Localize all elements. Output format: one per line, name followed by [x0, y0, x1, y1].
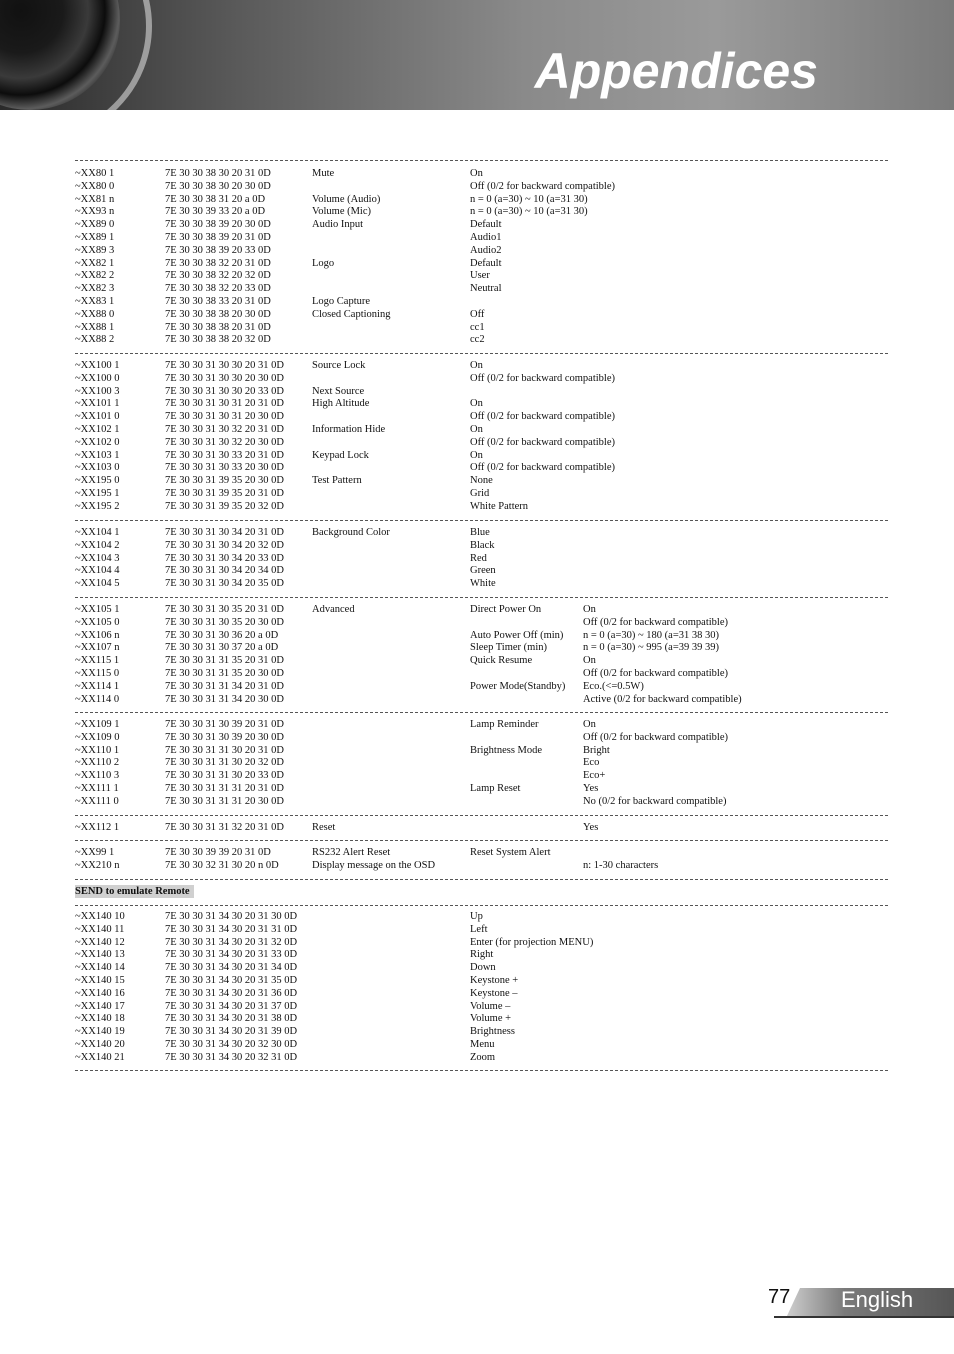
setting-cell: Volume –	[470, 1001, 511, 1012]
hex-code-cell: 7E 30 30 31 30 34 20 33 0D	[165, 553, 284, 564]
hex-code-cell: 7E 30 30 38 38 20 32 0D	[165, 334, 271, 345]
command-cell: ~XX103 0	[75, 462, 120, 473]
function-cell: Closed Captioning	[312, 309, 391, 320]
function-cell: RS232 Alert Reset	[312, 847, 391, 858]
setting-cell: Off (0/2 for backward compatible)	[470, 462, 616, 473]
table-row	[0, 795, 954, 808]
table-row	[0, 205, 954, 218]
setting-cell: Audio1	[470, 232, 502, 243]
dashed-divider	[75, 712, 888, 713]
table-row	[0, 641, 954, 654]
table-row	[0, 474, 954, 487]
command-cell: ~XX100 0	[75, 373, 120, 384]
value-cell: Bright	[583, 745, 610, 756]
setting-cell: Sleep Timer (min)	[470, 642, 548, 653]
setting-cell: Left	[470, 924, 488, 935]
value-cell: Off (0/2 for backward compatible)	[583, 617, 729, 628]
table-row	[0, 987, 954, 1000]
hex-code-cell: 7E 30 30 38 38 20 30 0D	[165, 309, 271, 320]
table-row	[0, 1051, 954, 1064]
command-cell: ~XX195 2	[75, 501, 120, 512]
command-cell: ~XX101 0	[75, 411, 120, 422]
hex-code-cell: 7E 30 30 38 39 20 33 0D	[165, 245, 271, 256]
setting-cell: On	[470, 168, 483, 179]
table-row	[0, 244, 954, 257]
command-cell: ~XX140 12	[75, 937, 125, 948]
hex-code-cell: 7E 30 30 31 31 32 20 31 0D	[165, 822, 284, 833]
setting-cell: cc2	[470, 334, 485, 345]
hex-code-cell: 7E 30 30 31 30 31 20 30 0D	[165, 411, 284, 422]
command-cell: ~XX195 0	[75, 475, 120, 486]
footer-underline	[774, 1316, 954, 1318]
dashed-divider	[75, 840, 888, 841]
command-cell: ~XX195 1	[75, 488, 120, 499]
setting-cell: Default	[470, 219, 502, 230]
command-cell: ~XX89 0	[75, 219, 115, 230]
table-row	[0, 282, 954, 295]
command-cell: ~XX83 1	[75, 296, 115, 307]
value-cell: On	[583, 655, 596, 666]
value-cell: n: 1-30 characters	[583, 860, 659, 871]
setting-cell: On	[470, 398, 483, 409]
value-cell: Off (0/2 for backward compatible)	[583, 732, 729, 743]
dashed-divider	[75, 160, 888, 161]
command-cell: ~XX82 3	[75, 283, 115, 294]
setting-cell: Power Mode(Standby)	[470, 681, 566, 692]
command-cell: ~XX104 2	[75, 540, 120, 551]
function-cell: Keypad Lock	[312, 450, 369, 461]
value-cell: Yes	[583, 822, 599, 833]
command-cell: ~XX104 1	[75, 527, 120, 538]
hex-code-cell: 7E 30 30 31 31 34 20 31 0D	[165, 681, 284, 692]
setting-cell: On	[470, 450, 483, 461]
command-cell: ~XX93 n	[75, 206, 115, 217]
command-cell: ~XX111 1	[75, 783, 119, 794]
setting-cell: Grid	[470, 488, 490, 499]
hex-code-cell: 7E 30 30 31 30 33 20 31 0D	[165, 450, 284, 461]
send-section-label: SEND to emulate Remote	[75, 885, 194, 898]
command-cell: ~XX107 n	[75, 642, 120, 653]
table-row	[0, 974, 954, 987]
hex-code-cell: 7E 30 30 38 30 20 31 0D	[165, 168, 271, 179]
command-cell: ~XX110 1	[75, 745, 120, 756]
value-cell: Off (0/2 for backward compatible)	[583, 668, 729, 679]
function-cell: Display message on the OSD	[312, 860, 436, 871]
table-row	[0, 564, 954, 577]
hex-code-cell: 7E 30 30 31 31 31 20 31 0D	[165, 783, 284, 794]
setting-cell: Off (0/2 for backward compatible)	[470, 181, 616, 192]
command-cell: ~XX102 0	[75, 437, 120, 448]
function-cell: Logo Capture	[312, 296, 371, 307]
setting-cell: Keystone –	[470, 988, 518, 999]
dashed-divider	[75, 905, 888, 906]
setting-cell: Reset System Alert	[470, 847, 551, 858]
hex-code-cell: 7E 30 30 31 30 34 20 35 0D	[165, 578, 284, 589]
command-cell: ~XX104 5	[75, 578, 120, 589]
value-cell: n = 0 (a=30) ~ 180 (a=31 38 30)	[583, 630, 720, 641]
setting-cell: Brightness	[470, 1026, 515, 1037]
hex-code-cell: 7E 30 30 31 30 35 20 30 0D	[165, 617, 284, 628]
command-cell: ~XX111 0	[75, 796, 119, 807]
table-row	[0, 910, 954, 923]
hex-code-cell: 7E 30 30 38 32 20 32 0D	[165, 270, 271, 281]
hex-code-cell: 7E 30 30 38 39 20 30 0D	[165, 219, 271, 230]
hex-code-cell: 7E 30 30 38 32 20 31 0D	[165, 258, 271, 269]
hex-code-cell: 7E 30 30 31 31 30 20 32 0D	[165, 757, 284, 768]
table-row	[0, 923, 954, 936]
hex-code-cell: 7E 30 30 32 31 30 20 n 0D	[165, 860, 279, 871]
table-row	[0, 423, 954, 436]
value-cell: Yes	[583, 783, 599, 794]
hex-code-cell: 7E 30 30 31 30 31 20 31 0D	[165, 398, 284, 409]
value-cell: Eco.(<=0.5W)	[583, 681, 644, 692]
command-cell: ~XX140 19	[75, 1026, 125, 1037]
setting-cell: Off (0/2 for backward compatible)	[470, 411, 616, 422]
value-cell: On	[583, 719, 596, 730]
setting-cell: Audio2	[470, 245, 502, 256]
setting-cell: Keystone +	[470, 975, 519, 986]
dashed-divider	[75, 353, 888, 354]
table-row	[0, 961, 954, 974]
table-row	[0, 436, 954, 449]
dashed-divider	[75, 815, 888, 816]
function-cell: Audio Input	[312, 219, 364, 230]
hex-code-cell: 7E 30 30 38 38 20 31 0D	[165, 322, 271, 333]
hex-code-cell: 7E 30 30 31 30 34 20 34 0D	[165, 565, 284, 576]
lens-ring-graphic	[0, 0, 152, 110]
command-cell: ~XX89 3	[75, 245, 115, 256]
language-label: English	[841, 1287, 914, 1312]
value-cell: Active (0/2 for backward compatible)	[583, 694, 742, 705]
hex-code-cell: 7E 30 30 31 34 30 20 31 37 0D	[165, 1001, 298, 1012]
table-row	[0, 731, 954, 744]
hex-code-cell: 7E 30 30 31 30 33 20 30 0D	[165, 462, 284, 473]
table-row	[0, 372, 954, 385]
command-cell: ~XX99 1	[75, 847, 115, 858]
table-row	[0, 308, 954, 321]
table-row	[0, 756, 954, 769]
table-row	[0, 821, 954, 834]
hex-code-cell: 7E 30 30 38 32 20 33 0D	[165, 283, 271, 294]
dashed-divider	[75, 879, 888, 880]
setting-cell: Volume +	[470, 1013, 512, 1024]
table-row	[0, 846, 954, 859]
table-row	[0, 1038, 954, 1051]
command-cell: ~XX103 1	[75, 450, 120, 461]
hex-code-cell: 7E 30 30 31 30 34 20 32 0D	[165, 540, 284, 551]
setting-cell: Default	[470, 258, 502, 269]
hex-code-cell: 7E 30 30 31 34 30 20 31 36 0D	[165, 988, 298, 999]
command-cell: ~XX140 11	[75, 924, 125, 935]
setting-cell: Red	[470, 553, 487, 564]
table-row	[0, 539, 954, 552]
hex-code-cell: 7E 30 30 31 34 30 20 32 30 0D	[165, 1039, 298, 1050]
setting-cell: None	[470, 475, 493, 486]
setting-cell: Brightness Mode	[470, 745, 543, 756]
hex-code-cell: 7E 30 30 31 30 35 20 31 0D	[165, 604, 284, 615]
hex-code-cell: 7E 30 30 31 30 34 20 31 0D	[165, 527, 284, 538]
hex-code-cell: 7E 30 30 31 30 30 20 33 0D	[165, 386, 284, 397]
table-row	[0, 218, 954, 231]
hex-code-cell: 7E 30 30 31 39 35 20 30 0D	[165, 475, 284, 486]
setting-cell: Up	[470, 911, 483, 922]
hex-code-cell: 7E 30 30 38 30 20 30 0D	[165, 181, 271, 192]
setting-cell: cc1	[470, 322, 485, 333]
table-row	[0, 654, 954, 667]
command-cell: ~XX140 10	[75, 911, 125, 922]
table-row	[0, 359, 954, 372]
dashed-divider	[75, 1070, 888, 1071]
setting-cell: Off (0/2 for backward compatible)	[470, 437, 616, 448]
function-cell: Source Lock	[312, 360, 366, 371]
hex-code-cell: 7E 30 30 31 30 36 20 a 0D	[165, 630, 279, 641]
table-row	[0, 769, 954, 782]
setting-cell: Lamp Reset	[470, 783, 521, 794]
table-row	[0, 782, 954, 795]
table-row	[0, 167, 954, 180]
table-row	[0, 616, 954, 629]
hex-code-cell: 7E 30 30 31 31 30 20 33 0D	[165, 770, 284, 781]
table-row	[0, 231, 954, 244]
setting-cell: Down	[470, 962, 496, 973]
function-cell: Volume (Mic)	[312, 206, 372, 217]
setting-cell: Off	[470, 309, 485, 320]
hex-code-cell: 7E 30 30 31 39 35 20 32 0D	[165, 501, 284, 512]
page-title: Appendices	[534, 43, 818, 99]
setting-cell: White Pattern	[470, 501, 529, 512]
table-row	[0, 577, 954, 590]
table-row	[0, 718, 954, 731]
hex-code-cell: 7E 30 30 31 31 30 20 31 0D	[165, 745, 284, 756]
function-cell: Background Color	[312, 527, 390, 538]
function-cell: Advanced	[312, 604, 355, 615]
command-cell: ~XX140 13	[75, 949, 125, 960]
hex-code-cell: 7E 30 30 31 31 31 20 30 0D	[165, 796, 284, 807]
command-cell: ~XX81 n	[75, 194, 115, 205]
setting-cell: Neutral	[470, 283, 502, 294]
command-cell: ~XX115 0	[75, 668, 120, 679]
hex-code-cell: 7E 30 30 39 33 20 a 0D	[165, 206, 266, 217]
function-cell: Reset	[312, 822, 336, 833]
value-cell: Eco	[583, 757, 600, 768]
value-cell: No (0/2 for backward compatible)	[583, 796, 727, 807]
dashed-divider	[75, 520, 888, 521]
hex-code-cell: 7E 30 30 31 30 32 20 30 0D	[165, 437, 284, 448]
command-cell: ~XX112 1	[75, 822, 120, 833]
command-cell: ~XX88 2	[75, 334, 115, 345]
table-row	[0, 603, 954, 616]
command-cell: ~XX140 17	[75, 1001, 125, 1012]
table-row	[0, 500, 954, 513]
hex-code-cell: 7E 30 30 31 34 30 20 31 32 0D	[165, 937, 298, 948]
page-header	[0, 0, 954, 110]
hex-code-cell: 7E 30 30 31 39 35 20 31 0D	[165, 488, 284, 499]
function-cell: Next Source	[312, 386, 365, 397]
command-cell: ~XX110 3	[75, 770, 120, 781]
command-cell: ~XX82 1	[75, 258, 115, 269]
table-row	[0, 295, 954, 308]
command-cell: ~XX114 0	[75, 694, 120, 705]
command-cell: ~XX106 n	[75, 630, 120, 641]
setting-cell: Black	[470, 540, 495, 551]
setting-cell: Auto Power Off (min)	[470, 630, 564, 641]
table-row	[0, 1025, 954, 1038]
setting-cell: n = 0 (a=30) ~ 10 (a=31 30)	[470, 206, 588, 217]
command-cell: ~XX102 1	[75, 424, 120, 435]
value-cell: n = 0 (a=30) ~ 995 (a=39 39 39)	[583, 642, 720, 653]
hex-code-cell: 7E 30 30 31 34 30 20 31 38 0D	[165, 1013, 298, 1024]
value-cell: On	[583, 604, 596, 615]
setting-cell: Quick Resume	[470, 655, 533, 666]
table-row	[0, 180, 954, 193]
command-cell: ~XX88 0	[75, 309, 115, 320]
command-cell: ~XX140 15	[75, 975, 125, 986]
table-row	[0, 487, 954, 500]
hex-code-cell: 7E 30 30 31 31 34 20 30 0D	[165, 694, 284, 705]
command-cell: ~XX109 1	[75, 719, 120, 730]
hex-code-cell: 7E 30 30 31 30 39 20 30 0D	[165, 732, 284, 743]
command-cell: ~XX82 2	[75, 270, 115, 281]
page-number: 77	[768, 1286, 791, 1308]
function-cell: Test Pattern	[312, 475, 362, 486]
hex-code-cell: 7E 30 30 39 39 20 31 0D	[165, 847, 271, 858]
hex-code-cell: 7E 30 30 31 30 39 20 31 0D	[165, 719, 284, 730]
command-cell: ~XX89 1	[75, 232, 115, 243]
table-row	[0, 693, 954, 706]
setting-cell: Off (0/2 for backward compatible)	[470, 373, 616, 384]
hex-code-cell: 7E 30 30 31 30 32 20 31 0D	[165, 424, 284, 435]
table-row	[0, 410, 954, 423]
command-cell: ~XX140 14	[75, 962, 125, 973]
command-cell: ~XX109 0	[75, 732, 120, 743]
hex-code-cell: 7E 30 30 31 30 30 20 30 0D	[165, 373, 284, 384]
hex-code-cell: 7E 30 30 31 34 30 20 31 31 0D	[165, 924, 298, 935]
table-row	[0, 333, 954, 346]
command-cell: ~XX105 1	[75, 604, 120, 615]
table-row	[0, 397, 954, 410]
setting-cell: On	[470, 424, 483, 435]
command-cell: ~XX105 0	[75, 617, 120, 628]
hex-code-cell: 7E 30 30 31 34 30 20 31 34 0D	[165, 962, 298, 973]
function-cell: Logo	[312, 258, 335, 269]
setting-cell: Direct Power On	[470, 604, 542, 615]
command-cell: ~XX140 20	[75, 1039, 125, 1050]
command-cell: ~XX140 18	[75, 1013, 125, 1024]
setting-cell: Zoom	[470, 1052, 496, 1063]
table-row	[0, 1012, 954, 1025]
hex-code-cell: 7E 30 30 31 34 30 20 31 39 0D	[165, 1026, 298, 1037]
setting-cell: Enter (for projection MENU)	[470, 937, 594, 948]
hex-code-cell: 7E 30 30 31 31 35 20 30 0D	[165, 668, 284, 679]
command-cell: ~XX210 n	[75, 860, 120, 871]
hex-code-cell: 7E 30 30 31 34 30 20 31 35 0D	[165, 975, 298, 986]
value-cell: Eco+	[583, 770, 606, 781]
command-cell: ~XX80 1	[75, 168, 115, 179]
dashed-divider	[75, 597, 888, 598]
setting-cell: On	[470, 360, 483, 371]
table-row	[0, 269, 954, 282]
table-row	[0, 948, 954, 961]
hex-code-cell: 7E 30 30 31 31 35 20 31 0D	[165, 655, 284, 666]
table-row	[0, 680, 954, 693]
hex-code-cell: 7E 30 30 31 30 30 20 31 0D	[165, 360, 284, 371]
command-cell: ~XX80 0	[75, 181, 115, 192]
hex-code-cell: 7E 30 30 31 34 30 20 31 30 0D	[165, 911, 298, 922]
function-cell: Volume (Audio)	[312, 194, 381, 205]
command-cell: ~XX104 3	[75, 553, 120, 564]
command-cell: ~XX140 16	[75, 988, 125, 999]
setting-cell: Green	[470, 565, 496, 576]
command-cell: ~XX114 1	[75, 681, 120, 692]
function-cell: High Altitude	[312, 398, 370, 409]
command-cell: ~XX100 1	[75, 360, 120, 371]
setting-cell: Menu	[470, 1039, 495, 1050]
command-cell: ~XX101 1	[75, 398, 120, 409]
table-row	[0, 526, 954, 539]
hex-code-cell: 7E 30 30 31 34 30 20 32 31 0D	[165, 1052, 298, 1063]
setting-cell: User	[470, 270, 490, 281]
command-cell: ~XX100 3	[75, 386, 120, 397]
setting-cell: Blue	[470, 527, 490, 538]
setting-cell: Lamp Reminder	[470, 719, 539, 730]
table-row	[0, 667, 954, 680]
table-row	[0, 859, 954, 872]
hex-code-cell: 7E 30 30 31 34 30 20 31 33 0D	[165, 949, 298, 960]
hex-code-cell: 7E 30 30 31 30 37 20 a 0D	[165, 642, 279, 653]
hex-code-cell: 7E 30 30 38 39 20 31 0D	[165, 232, 271, 243]
hex-code-cell: 7E 30 30 38 31 20 a 0D	[165, 194, 266, 205]
command-cell: ~XX140 21	[75, 1052, 125, 1063]
command-cell: ~XX104 4	[75, 565, 120, 576]
command-cell: ~XX115 1	[75, 655, 120, 666]
command-cell: ~XX110 2	[75, 757, 120, 768]
function-cell: Mute	[312, 168, 335, 179]
command-cell: ~XX88 1	[75, 322, 115, 333]
setting-cell: Right	[470, 949, 494, 960]
table-row	[0, 461, 954, 474]
setting-cell: White	[470, 578, 496, 589]
hex-code-cell: 7E 30 30 38 33 20 31 0D	[165, 296, 271, 307]
setting-cell: n = 0 (a=30) ~ 10 (a=31 30)	[470, 194, 588, 205]
function-cell: Information Hide	[312, 424, 386, 435]
